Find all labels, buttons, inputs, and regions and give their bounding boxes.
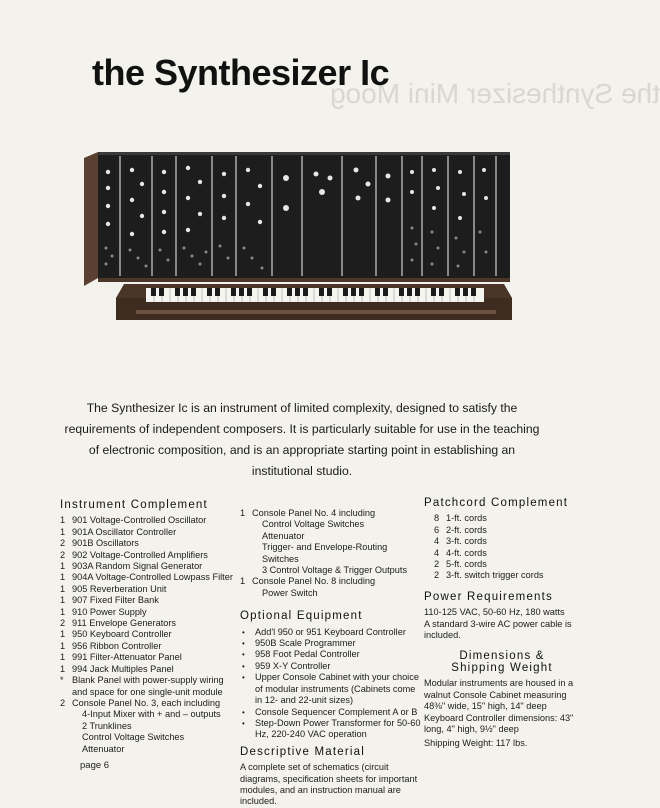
item-qty: 2 xyxy=(60,549,66,560)
item-text: 903A Random Signal Generator xyxy=(72,561,203,572)
item-text: Blank Panel with power-supply wiring and space for one single-unit module xyxy=(72,675,224,697)
item-text: 901B Oscillators xyxy=(72,538,139,549)
item-qty: 4 xyxy=(434,547,440,558)
descriptive-material-text: A complete set of schematics (circuit diagrams, specification sheets for important modules, and an instruction manual are included. xyxy=(240,762,418,807)
bullet-icon: • xyxy=(242,627,245,637)
power-line: 110-125 VAC, 50-60 Hz, 180 watts xyxy=(424,607,565,618)
optional-equipment-heading: Optional Equipment xyxy=(240,610,363,623)
bullet-icon: • xyxy=(242,661,245,671)
item-text: 950B Scale Programmer xyxy=(255,638,356,649)
sub-list xyxy=(252,588,375,599)
list-item xyxy=(424,570,580,581)
item-text: 991 Filter-Attenuator Panel xyxy=(72,652,182,663)
list-item xyxy=(240,627,422,638)
item-qty: 1 xyxy=(60,652,66,663)
item-qty: 2 xyxy=(60,697,66,708)
sub-item: Control Voltage Switches xyxy=(262,519,365,530)
list-item xyxy=(60,629,240,640)
list-item xyxy=(240,707,422,718)
list-item xyxy=(60,572,240,583)
list-item xyxy=(60,550,240,561)
item-qty: 4 xyxy=(434,536,440,547)
item-text: 901 Voltage-Controlled Oscillator xyxy=(72,515,207,526)
patchcord-complement-heading: Patchcord Complement xyxy=(424,497,569,509)
shipping-weight-heading: Shipping Weight xyxy=(451,661,553,674)
item-text: 2-ft. cords xyxy=(446,524,487,535)
item-qty: 1 xyxy=(60,606,66,617)
list-item xyxy=(60,675,240,698)
item-qty: 8 xyxy=(434,513,440,524)
optional-equipment-list xyxy=(240,627,422,741)
list-item xyxy=(60,618,240,629)
item-text: 904A Voltage-Controlled Lowpass Filter xyxy=(72,572,233,583)
page-number: page 6 xyxy=(80,760,110,771)
item-qty: 1 xyxy=(60,526,66,537)
sub-item: Attenuator xyxy=(262,530,305,541)
item-text: Add'l 950 or 951 Keyboard Controller xyxy=(255,626,406,637)
item-text: Console Panel No. 8 including xyxy=(252,576,376,587)
item-text: 902 Voltage-Controlled Amplifiers xyxy=(72,549,208,560)
synthesizer-photo xyxy=(76,148,520,348)
list-item xyxy=(60,595,240,606)
list-item xyxy=(60,641,240,652)
item-text-group xyxy=(252,508,422,576)
sub-item: 3 Control Voltage & Trigger Outputs xyxy=(262,565,408,576)
list-item xyxy=(60,515,240,526)
list-item xyxy=(60,607,240,618)
sub-item: Trigger- and Envelope-Routing Switches xyxy=(262,542,388,564)
sub-item: Attenuator xyxy=(82,743,125,754)
item-qty: 1 xyxy=(60,629,66,640)
sub-item: Power Switch xyxy=(262,587,318,598)
list-item xyxy=(240,576,422,599)
sub-item: Control Voltage Switches xyxy=(82,732,185,743)
bullet-icon: • xyxy=(242,718,245,728)
instrument-complement-list xyxy=(60,515,240,755)
item-text: Console Panel No. 3, each including xyxy=(72,697,221,708)
item-text: 905 Reverberation Unit xyxy=(72,583,167,594)
keyboard-dimensions: Keyboard Controller dimensions: 43" long, 4" high, 9½" deep xyxy=(424,712,574,734)
item-qty: 1 xyxy=(60,640,66,651)
item-qty: 1 xyxy=(60,583,66,594)
item-qty: * xyxy=(60,675,64,686)
list-item xyxy=(240,638,422,649)
power-requirements-heading: Power Requirements xyxy=(424,590,553,603)
console-dimensions: Modular instruments are housed in a walnut Console Cabinet measuring 48⅜" wide, 15" high, 14" deep xyxy=(424,678,574,712)
list-item xyxy=(240,718,422,741)
item-qty: 1 xyxy=(240,576,246,587)
item-text: Upper Console Cabinet with your choice of modular instruments (Cabinets come in 12- and 22-unit sizes) xyxy=(255,672,419,706)
list-item xyxy=(424,525,580,536)
bullet-icon: • xyxy=(242,639,245,649)
item-text: 907 Fixed Filter Bank xyxy=(72,595,159,606)
sub-item: 2 Trunklines xyxy=(82,720,132,731)
bleed-through-text: the Synthesizer Mini Moog xyxy=(330,78,660,109)
instrument-complement-heading: Instrument Complement xyxy=(60,499,208,511)
item-text: 3-ft. switch trigger cords xyxy=(446,570,544,581)
item-qty: 2 xyxy=(434,559,440,570)
list-item xyxy=(60,527,240,538)
console-panel-list xyxy=(240,508,422,599)
item-qty: 1 xyxy=(60,561,66,572)
list-item xyxy=(60,652,240,663)
middle-column xyxy=(240,508,422,808)
list-item xyxy=(60,698,240,755)
bullet-icon: • xyxy=(242,650,245,660)
list-item xyxy=(424,513,580,524)
item-qty: 2 xyxy=(60,538,66,549)
item-qty: 1 xyxy=(240,508,246,518)
power-cable-note: A standard 3-wire AC power cable is included. xyxy=(424,618,572,641)
item-text: Step-Down Power Transformer for 50-60 Hz, 220-240 VAC operation xyxy=(255,717,421,740)
list-item xyxy=(60,561,240,572)
item-text: 4-ft. cords xyxy=(446,547,487,558)
bullet-icon: • xyxy=(242,673,245,683)
shipping-weight: Shipping Weight: 117 lbs. xyxy=(424,738,528,749)
item-text: 956 Ribbon Controller xyxy=(72,640,162,651)
dimensions-heading: Dimensions & xyxy=(459,650,545,663)
instrument-complement-section xyxy=(60,500,240,755)
item-text: 901A Oscillator Controller xyxy=(72,526,177,537)
item-text: 911 Envelope Generators xyxy=(72,618,177,629)
intro-paragraph: The Synthesizer Ic is an instrument of limited complexity, designed to satisfy the requirements of independent composers. It is particularly suitable for use in the teaching of electronic composition, and is an appropriate starting point in establishing an institutional studio. xyxy=(64,401,540,478)
right-column xyxy=(424,498,580,750)
sub-item: 4-Input Mixer with + and – outputs xyxy=(82,709,221,720)
item-text: 959 X-Y Controller xyxy=(255,660,331,671)
list-item xyxy=(424,559,580,570)
patchcord-list xyxy=(424,513,580,581)
list-item xyxy=(60,584,240,595)
item-qty: 2 xyxy=(60,618,66,629)
item-text: 5-ft. cords xyxy=(446,559,487,570)
item-text: 910 Power Supply xyxy=(72,606,147,617)
item-text: 3-ft. cords xyxy=(446,536,487,547)
item-text: 994 Jack Multiples Panel xyxy=(72,663,174,674)
list-item xyxy=(240,672,422,706)
page-title: the Synthesizer Ic xyxy=(92,52,390,93)
list-item xyxy=(424,548,580,559)
sub-list xyxy=(72,709,221,755)
list-item xyxy=(60,664,240,675)
list-item xyxy=(240,661,422,672)
item-qty: 1 xyxy=(60,515,66,526)
list-item xyxy=(240,649,422,660)
item-qty: 6 xyxy=(434,524,440,535)
item-text: 958 Foot Pedal Controller xyxy=(255,649,360,660)
item-qty: 2 xyxy=(434,570,440,581)
item-qty: 1 xyxy=(60,595,66,606)
descriptive-material-heading: Descriptive Material xyxy=(240,745,365,758)
list-item xyxy=(60,538,240,549)
item-text: Console Panel No. 4 including xyxy=(252,508,376,518)
item-text: 1-ft. cords xyxy=(446,513,487,524)
item-text-group xyxy=(252,576,375,599)
sub-list xyxy=(252,519,422,576)
item-qty: 1 xyxy=(60,572,66,583)
item-text-group xyxy=(72,698,221,755)
item-qty: 1 xyxy=(60,663,66,674)
list-item xyxy=(424,536,580,547)
item-text: 950 Keyboard Controller xyxy=(72,629,172,640)
bullet-icon: • xyxy=(242,707,245,717)
list-item xyxy=(240,508,422,576)
item-text: Console Sequencer Complement A or B xyxy=(255,706,418,717)
